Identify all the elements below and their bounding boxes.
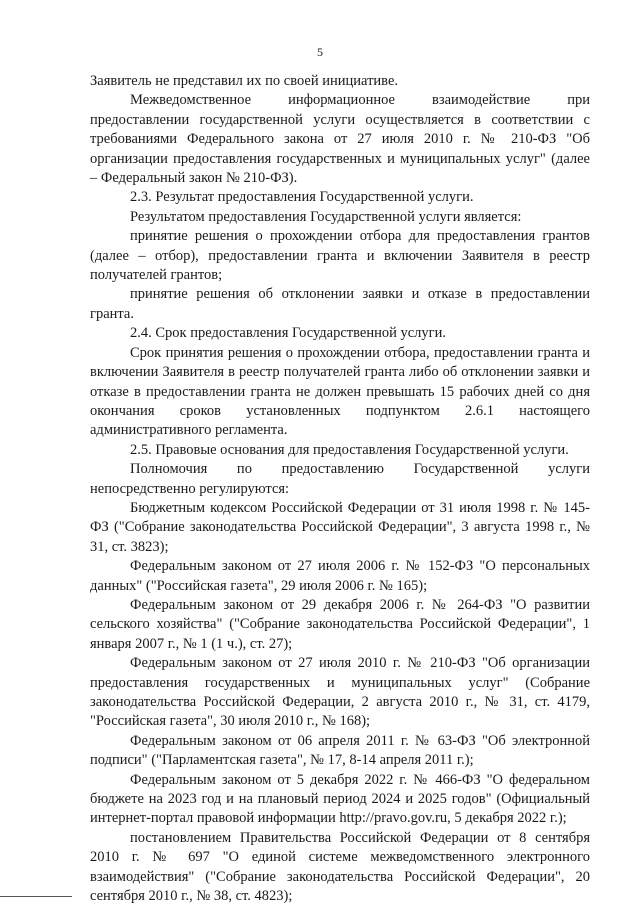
paragraph: Федеральным законом от 27 июля 2010 г. № 210-ФЗ "Об организации предоставления государственных и муниципальных услуг" (Собрание законодательства Российской Федерации, 2 августа 2010 г., № 31, ст. 4179, "Российская газета", 30 июля 2010 г., № 168); <box>90 655 590 730</box>
paragraph: Межведомственное информационное взаимодействие при предоставлении государственной услуги осуществляется в соответствии с требованиями Федерального закона от 27 июля 2010 г. № 210-ФЗ "Об организации предоставления государственных и муниципальных услуг" (далее – Федеральный закон № 210-ФЗ). <box>90 92 590 187</box>
document-body <box>90 72 590 906</box>
paragraph: постановлением Правительства Российской Федерации от 8 сентября 2010 г. № 697 "О единой системе межведомственного электронного взаимодействия" ("Собрание законодательства Российской Федерации", 20 сентября 2010 г., № 38, ст. 4823); <box>90 829 590 905</box>
paragraph: 2.3. Результат предоставления Государственной услуги. <box>130 189 474 206</box>
paragraph: Федеральным законом от 06 апреля 2011 г. № 63-ФЗ "Об электронной подписи" ("Парламентская газета", № 17, 8-14 апреля 2011 г.); <box>90 732 590 769</box>
paragraph: принятие решения об отклонении заявки и отказе в предоставлении гранта. <box>90 286 590 322</box>
paragraph: Федеральным законом от 5 декабря 2022 г. № 466-ФЗ "О федеральном бюджете на 2023 год и на плановый период 2024 и 2025 годов" (Официальный интернет-портал правовой информации http://pravo.gov.ru, 5 декабря 2022 г.); <box>90 771 590 827</box>
paragraph: 2.4. Срок предоставления Государственной услуги. <box>130 325 446 342</box>
paragraph: Заявитель не представил их по своей инициативе. <box>90 73 399 89</box>
paragraph: Полномочия по предоставлению Государственной услуги непосредственно регулируются: <box>90 461 590 497</box>
paragraph: Бюджетным кодексом Российской Федерации от 31 июля 1998 г. № 145-ФЗ ("Собрание законодательства Российской Федерации", 3 августа 1998 г., № 31, ст. 3823); <box>90 499 590 555</box>
page-number: 5 <box>317 45 323 59</box>
paragraph: Федеральным законом от 29 декабря 2006 г. № 264-ФЗ "О развитии сельского хозяйства" ("Собрание законодательства Российской Федерации", 1 января 2007 г., № 1 (1 ч.), ст. 27); <box>90 596 590 652</box>
paragraph: 2.5. Правовые основания для предоставления Государственной услуги. <box>130 441 569 458</box>
paragraph: Результатом предоставления Государственной услуги является: <box>130 208 522 225</box>
scan-edge-line <box>0 896 72 897</box>
paragraph: принятие решения о прохождении отбора для предоставления грантов (далее – отбор), предоставлении гранта и включении Заявителя в реестр получателей грантов; <box>90 228 590 284</box>
paragraph: Срок принятия решения о прохождении отбора, предоставлении гранта и включении Заявителя в реестр получателей гранта либо об отклонении заявки и отказе в предоставлении гранта не должен превышать 15 рабочих дней со дня окончания сроков установленных подпунктом 2.6.1 настоящего административного регламента. <box>90 344 590 439</box>
paragraph: Федеральным законом от 27 июля 2006 г. № 152-ФЗ "О персональных данных" ("Российская газета", 29 июля 2006 г. № 165); <box>90 558 590 594</box>
